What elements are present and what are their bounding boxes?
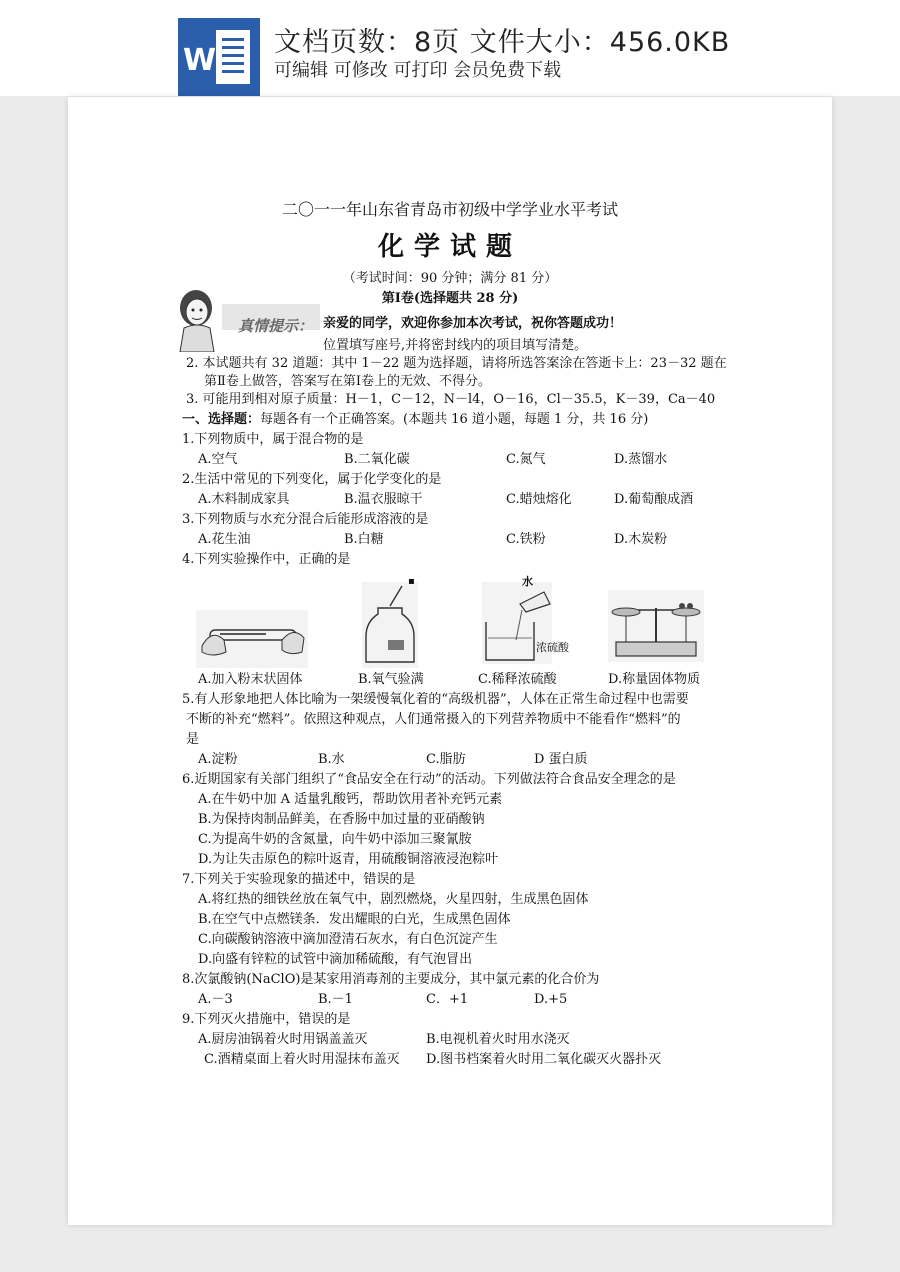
q2-option-a: A.木料制成家具 xyxy=(198,492,290,507)
q8-option-a: A.－3 xyxy=(198,992,233,1007)
subject-title: 化学试题 xyxy=(377,232,522,262)
q6-option-c: C.为提高牛奶的含氮量，向牛奶中添加三聚氰胺 xyxy=(198,832,472,847)
tip-label: 真情提示： xyxy=(238,317,314,335)
question-4: 4.下列实验操作中，正确的是 xyxy=(182,552,351,567)
q4-option-d: D.称量固体物质 xyxy=(608,672,701,687)
q3-option-a: A.花生油 xyxy=(198,532,251,547)
figure-oxygen-test xyxy=(362,582,418,672)
q7-option-d: D.向盛有锌粒的试管中滴加稀硫酸，有气泡冒出 xyxy=(198,952,473,967)
q7-option-c: C.向碳酸钠溶液中滴加澄清石灰水，有白色沉淀产生 xyxy=(198,932,498,947)
q6-option-d: D.为让失击原色的粽叶返青，用硫酸铜溶液浸泡粽叶 xyxy=(198,852,499,867)
section-desc: 每题各有一个正确答案。(本题共 16 道小题，每题 1 分，共 16 分) xyxy=(260,412,649,427)
q8-option-c: C．+1 xyxy=(426,992,469,1007)
question-9: 9.下列灭火措施中，错误的是 xyxy=(182,1012,351,1027)
label-water: 水 xyxy=(522,575,533,588)
figure-b-mark: ▪ xyxy=(408,576,415,587)
question-3: 3.下列物质与水充分混合后能形成溶液的是 xyxy=(182,512,429,527)
question-8: 8.次氯酸钠(NaClO)是某家用消毒剂的主要成分，其中氯元素的化合价为 xyxy=(182,972,600,987)
part1-heading: 第Ⅰ卷(选择题共 28 分) xyxy=(381,291,519,306)
q3-option-b: B.白糖 xyxy=(344,532,384,547)
label-concentrated-acid: 浓硫酸 xyxy=(536,641,569,654)
note-1: 位置填写座号,并将密封线内的项目填写清楚。 xyxy=(323,338,588,353)
exam-info: （考试时间：90 分钟；满分 81 分） xyxy=(342,271,558,286)
figure-balance xyxy=(608,590,704,666)
q7-option-b: B.在空气中点燃镁条．发出耀眼的白光，生成黑色固体 xyxy=(198,912,511,927)
question-5-line3: 是 xyxy=(186,732,200,747)
q9-option-c: C.酒精桌面上着火时用湿抹布盖灭 xyxy=(204,1052,400,1067)
q6-option-a: A.在牛奶中加 A 适量乳酸钙，帮助饮用者补充钙元素 xyxy=(198,792,503,807)
q1-option-a: A.空气 xyxy=(198,452,238,467)
question-5-line1: 5.有人形象地把人体比喻为一架缓慢氧化着的“高级机器”，人体在正常生命过程中也需要 xyxy=(182,692,689,707)
q6-option-b: B.为保持肉制品鲜美，在香肠中加过量的亚硝酸钠 xyxy=(198,812,485,827)
greeting: 亲爱的同学，欢迎你参加本次考试，祝你答题成功！ xyxy=(323,316,623,331)
q2-option-d: D.葡萄酿成酒 xyxy=(614,492,694,507)
question-1: 1.下列物质中，属于混合物的是 xyxy=(182,432,364,447)
section-heading xyxy=(182,412,648,428)
q5-option-c: C.脂肪 xyxy=(426,752,466,767)
download-banner xyxy=(0,0,900,96)
question-2: 2.生活中常见的下列变化，属于化学变化的是 xyxy=(182,472,442,487)
q5-option-b: B.水 xyxy=(318,752,345,767)
figure-add-powder xyxy=(196,610,308,672)
svg-text:W: W xyxy=(183,43,217,78)
q7-option-a: A.将红热的细铁丝放在氧气中，剧烈燃烧，火星四射，生成黑色固体 xyxy=(198,892,589,907)
file-info-title: 文档页数：8页 文件大小：456.0KB xyxy=(274,27,731,58)
note-2b: 第Ⅱ卷上做答，答案写在第Ⅰ卷上的无效、不得分。 xyxy=(204,374,491,389)
q1-option-c: C.氮气 xyxy=(506,452,546,467)
note-2a: 2. 本试题共有 32 道题：其中 1－22 题为选择题，请将所选答案涂在答逝卡上：23－32 题在 xyxy=(186,356,727,371)
file-features: 可编辑 可修改 可打印 会员免费下载 xyxy=(274,60,562,81)
q9-option-d: D.图书档案着火时用二氧化碳灭火器扑灭 xyxy=(426,1052,662,1067)
q1-option-d: D.蒸馏水 xyxy=(614,452,668,467)
q2-option-b: B.温衣服晾干 xyxy=(344,492,423,507)
q3-option-c: C.铁粉 xyxy=(506,532,546,547)
q4-option-b: B.氧气验满 xyxy=(358,672,424,687)
note-3: 3. 可能用到相对原子质量：H－1，C－12，N－l4，O－16，Cl－35.5，K－39，Ca－40 xyxy=(186,392,716,407)
q4-option-a: A.加入粉末状固体 xyxy=(198,672,303,687)
q2-option-c: C.蜡烛熔化 xyxy=(506,492,572,507)
question-6: 6.近期国家有关部门组织了“食品安全在行动”的活动。下列做法符合食品安全理念的是 xyxy=(182,772,676,787)
q9-option-a: A.厨房油锅着火时用锅盖盖灭 xyxy=(198,1032,368,1047)
q1-option-b: B.二氧化碳 xyxy=(344,452,410,467)
question-5-line2: 不断的补充“燃料”。依照这种观点，人们通常摄入的下列营养物质中不能看作“燃料”的 xyxy=(186,712,681,727)
section-label: 一、选择题： xyxy=(182,412,261,427)
q5-option-d: D 蛋白质 xyxy=(534,752,588,767)
q5-option-a: A.淀粉 xyxy=(198,752,238,767)
question-7: 7.下列关于实验现象的描述中，错误的是 xyxy=(182,872,416,887)
q3-option-d: D.木炭粉 xyxy=(614,532,668,547)
word-document-icon xyxy=(178,18,260,96)
q9-option-b: B.电视机着火时用水浇灭 xyxy=(426,1032,570,1047)
q4-option-c: C.稀释浓硫酸 xyxy=(478,672,557,687)
q8-option-d: D.+5 xyxy=(534,992,568,1007)
q8-option-b: B.－1 xyxy=(318,992,353,1007)
exam-title: 二〇一一年山东省青岛市初级中学学业水平考试 xyxy=(281,200,618,219)
